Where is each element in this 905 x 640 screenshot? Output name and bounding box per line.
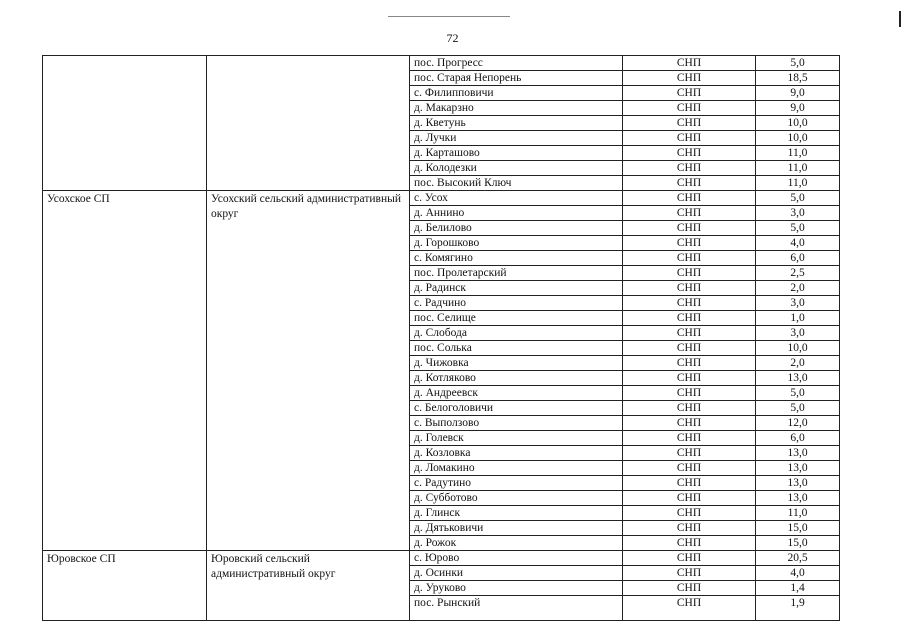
distance-value-cell: 20,5 <box>756 551 840 566</box>
distance-value-cell: 15,0 <box>756 536 840 551</box>
settlement-name-cell: с. Выползово <box>410 416 623 431</box>
settlement-type-cell: СНП <box>623 401 756 416</box>
settlement-type-cell: СНП <box>623 86 756 101</box>
settlement-name-cell: д. Глинск <box>410 506 623 521</box>
settlement-type-cell: СНП <box>623 191 756 206</box>
settlement-type-cell: СНП <box>623 146 756 161</box>
settlement-name-cell: с. Комягино <box>410 251 623 266</box>
distance-value-cell: 13,0 <box>756 371 840 386</box>
settlement-name-cell: пос. Старая Непорень <box>410 71 623 86</box>
distance-value-cell: 10,0 <box>756 131 840 146</box>
settlement-name-cell: д. Козловка <box>410 446 623 461</box>
distance-value-cell: 5,0 <box>756 221 840 236</box>
settlement-type-cell: СНП <box>623 551 756 566</box>
settlement-name-cell: д. Макарзно <box>410 101 623 116</box>
distance-value-cell: 15,0 <box>756 521 840 536</box>
settlement-type-cell: СНП <box>623 56 756 71</box>
settlement-name-cell: д. Субботово <box>410 491 623 506</box>
distance-value-cell: 2,0 <box>756 356 840 371</box>
settlement-type-cell: СНП <box>623 71 756 86</box>
settlement-type-cell: СНП <box>623 206 756 221</box>
distance-value-cell: 1,9 <box>756 596 840 621</box>
settlement-type-cell: СНП <box>623 176 756 191</box>
settlement-name-cell: пос. Прогресс <box>410 56 623 71</box>
settlement-type-cell: СНП <box>623 581 756 596</box>
settlement-name-cell: д. Дятьковичи <box>410 521 623 536</box>
settlement-name-cell: с. Усох <box>410 191 623 206</box>
settlement-name-cell: д. Радинск <box>410 281 623 296</box>
distance-value-cell: 18,5 <box>756 71 840 86</box>
settlement-type-cell: СНП <box>623 161 756 176</box>
settlement-type-cell: СНП <box>623 356 756 371</box>
distance-value-cell: 5,0 <box>756 56 840 71</box>
settlement-type-cell: СНП <box>623 131 756 146</box>
distance-value-cell: 3,0 <box>756 206 840 221</box>
settlement-name-cell: д. Горошково <box>410 236 623 251</box>
settlement-type-cell: СНП <box>623 506 756 521</box>
settlement-type-cell: СНП <box>623 476 756 491</box>
distance-value-cell: 11,0 <box>756 146 840 161</box>
settlement-type-cell: СНП <box>623 566 756 581</box>
settlement-type-cell: СНП <box>623 221 756 236</box>
header-rule <box>388 16 510 17</box>
settlement-type-cell: СНП <box>623 281 756 296</box>
distance-value-cell: 13,0 <box>756 461 840 476</box>
distance-value-cell: 4,0 <box>756 236 840 251</box>
region-cell: Юровское СП <box>43 551 207 621</box>
distance-value-cell: 6,0 <box>756 431 840 446</box>
settlement-type-cell: СНП <box>623 236 756 251</box>
settlement-type-cell: СНП <box>623 491 756 506</box>
settlement-type-cell: СНП <box>623 596 756 621</box>
district-cell: Юровский сельский административный округ <box>207 551 410 621</box>
settlement-type-cell: СНП <box>623 461 756 476</box>
settlement-name-cell: д. Голевск <box>410 431 623 446</box>
distance-value-cell: 1,0 <box>756 311 840 326</box>
settlement-type-cell: СНП <box>623 251 756 266</box>
page-number: 72 <box>446 31 459 45</box>
settlement-name-cell: д. Аннино <box>410 206 623 221</box>
settlement-name-cell: д. Рожок <box>410 536 623 551</box>
distance-value-cell: 3,0 <box>756 326 840 341</box>
settlement-type-cell: СНП <box>623 416 756 431</box>
settlement-name-cell: с. Филипповичи <box>410 86 623 101</box>
distance-value-cell: 5,0 <box>756 191 840 206</box>
margin-mark <box>899 11 901 27</box>
distance-value-cell: 11,0 <box>756 161 840 176</box>
settlement-type-cell: СНП <box>623 371 756 386</box>
settlements-table <box>42 55 840 621</box>
distance-value-cell: 9,0 <box>756 86 840 101</box>
settlement-name-cell: пос. Высокий Ключ <box>410 176 623 191</box>
settlement-name-cell: пос. Пролетарский <box>410 266 623 281</box>
distance-value-cell: 11,0 <box>756 176 840 191</box>
region-cell: Усохское СП <box>43 191 207 551</box>
settlement-type-cell: СНП <box>623 536 756 551</box>
distance-value-cell: 13,0 <box>756 476 840 491</box>
district-cell: Усохский сельский административный округ <box>207 191 410 551</box>
settlement-type-cell: СНП <box>623 326 756 341</box>
distance-value-cell: 11,0 <box>756 506 840 521</box>
settlement-name-cell: д. Ломакино <box>410 461 623 476</box>
distance-value-cell: 13,0 <box>756 491 840 506</box>
settlement-type-cell: СНП <box>623 116 756 131</box>
settlement-name-cell: пос. Рынский <box>410 596 623 621</box>
settlement-type-cell: СНП <box>623 266 756 281</box>
distance-value-cell: 9,0 <box>756 101 840 116</box>
distance-value-cell: 13,0 <box>756 446 840 461</box>
distance-value-cell: 2,5 <box>756 266 840 281</box>
distance-value-cell: 5,0 <box>756 401 840 416</box>
settlement-type-cell: СНП <box>623 311 756 326</box>
settlement-name-cell: с. Радчино <box>410 296 623 311</box>
settlement-name-cell: д. Андреевск <box>410 386 623 401</box>
settlement-name-cell: пос. Селище <box>410 311 623 326</box>
settlement-name-cell: д. Карташово <box>410 146 623 161</box>
table-row <box>43 191 840 206</box>
settlements-table-body <box>43 56 840 621</box>
settlement-name-cell: д. Чижовка <box>410 356 623 371</box>
settlement-name-cell: с. Радутино <box>410 476 623 491</box>
settlement-name-cell: д. Кветунь <box>410 116 623 131</box>
settlement-type-cell: СНП <box>623 296 756 311</box>
distance-value-cell: 2,0 <box>756 281 840 296</box>
settlement-name-cell: д. Котляково <box>410 371 623 386</box>
settlement-name-cell: с. Юрово <box>410 551 623 566</box>
distance-value-cell: 10,0 <box>756 341 840 356</box>
table-row <box>43 551 840 566</box>
distance-value-cell: 10,0 <box>756 116 840 131</box>
distance-value-cell: 4,0 <box>756 566 840 581</box>
settlement-type-cell: СНП <box>623 341 756 356</box>
settlement-name-cell: д. Колодезки <box>410 161 623 176</box>
settlement-name-cell: д. Лучки <box>410 131 623 146</box>
region-cell <box>43 56 207 191</box>
settlement-type-cell: СНП <box>623 431 756 446</box>
settlement-name-cell: пос. Солька <box>410 341 623 356</box>
settlement-type-cell: СНП <box>623 101 756 116</box>
settlement-type-cell: СНП <box>623 446 756 461</box>
settlement-name-cell: д. Осинки <box>410 566 623 581</box>
distance-value-cell: 5,0 <box>756 386 840 401</box>
settlement-name-cell: с. Белоголовичи <box>410 401 623 416</box>
distance-value-cell: 1,4 <box>756 581 840 596</box>
distance-value-cell: 6,0 <box>756 251 840 266</box>
distance-value-cell: 3,0 <box>756 296 840 311</box>
table-row <box>43 56 840 71</box>
settlement-type-cell: СНП <box>623 386 756 401</box>
district-cell <box>207 56 410 191</box>
settlement-name-cell: д. Белилово <box>410 221 623 236</box>
settlement-name-cell: д. Слобода <box>410 326 623 341</box>
settlement-type-cell: СНП <box>623 521 756 536</box>
distance-value-cell: 12,0 <box>756 416 840 431</box>
settlement-name-cell: д. Уруково <box>410 581 623 596</box>
